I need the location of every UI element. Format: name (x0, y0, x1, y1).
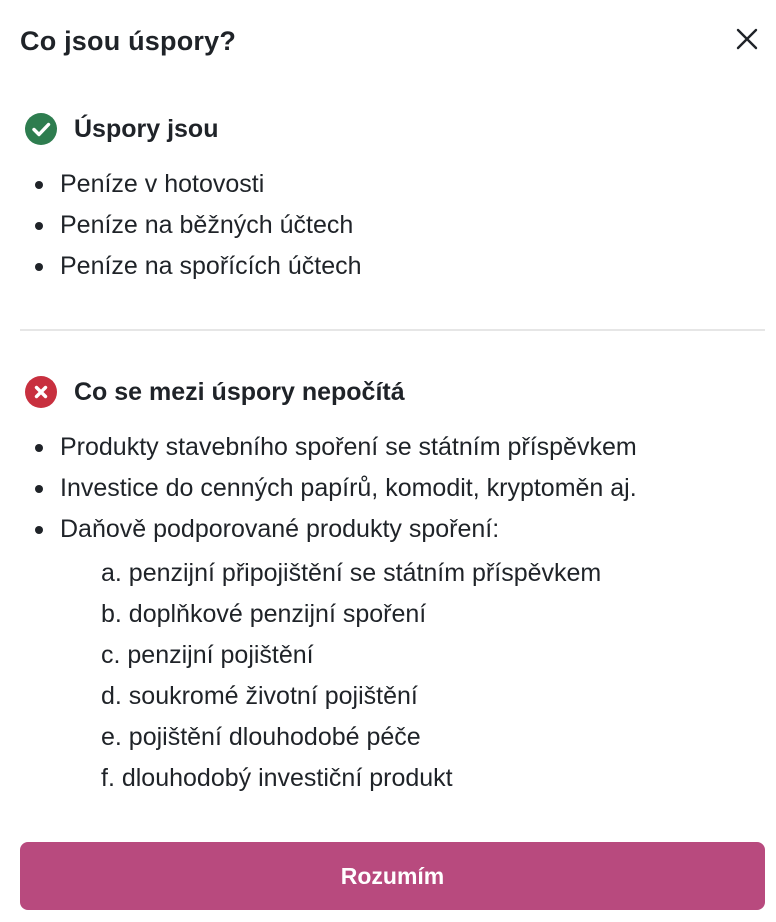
close-icon (736, 28, 758, 50)
bullet-icon (35, 526, 43, 534)
sub-list-item: f. dlouhodobý investiční produkt (101, 764, 453, 792)
dialog-title: Co jsou úspory? (20, 26, 237, 56)
bullet-icon (35, 485, 43, 493)
sub-list-item: b. doplňkové penzijní spoření (101, 600, 427, 628)
x-circle-icon (24, 375, 58, 409)
bullet-icon (35, 181, 43, 189)
bullet-icon (35, 222, 43, 230)
sub-list-item: d. soukromé životní pojištění (101, 682, 418, 710)
check-circle-icon (24, 112, 58, 146)
excluded-heading-label: Co se mezi úspory nepočítá (74, 377, 405, 406)
confirm-button[interactable]: Rozumím (20, 842, 765, 910)
list-item: Produkty stavebního spoření se státním příspěvkem (26, 427, 771, 468)
included-heading-label: Úspory jsou (74, 114, 219, 143)
excluded-list (26, 427, 771, 550)
close-button[interactable] (731, 23, 763, 55)
bullet-icon (35, 263, 43, 271)
excluded-section-heading (24, 375, 405, 409)
bullet-icon (35, 444, 43, 452)
list-item: Peníze na spořících účtech (26, 246, 771, 287)
sub-list-item: e. pojištění dlouhodobé péče (101, 723, 421, 751)
sub-list-item: a. penzijní připojištění se státním příspěvkem (101, 559, 602, 587)
list-item: Peníze v hotovosti (26, 164, 771, 205)
section-divider (20, 329, 765, 331)
list-item: Investice do cenných papírů, komodit, kryptoměn aj. (26, 468, 771, 509)
list-item: Daňově podporované produkty spoření: (26, 509, 771, 550)
list-item: Peníze na běžných účtech (26, 205, 771, 246)
sub-list-item: c. penzijní pojištění (101, 641, 314, 669)
included-section-heading (24, 112, 218, 146)
tax-products-sublist (101, 553, 601, 799)
included-list (26, 164, 771, 287)
